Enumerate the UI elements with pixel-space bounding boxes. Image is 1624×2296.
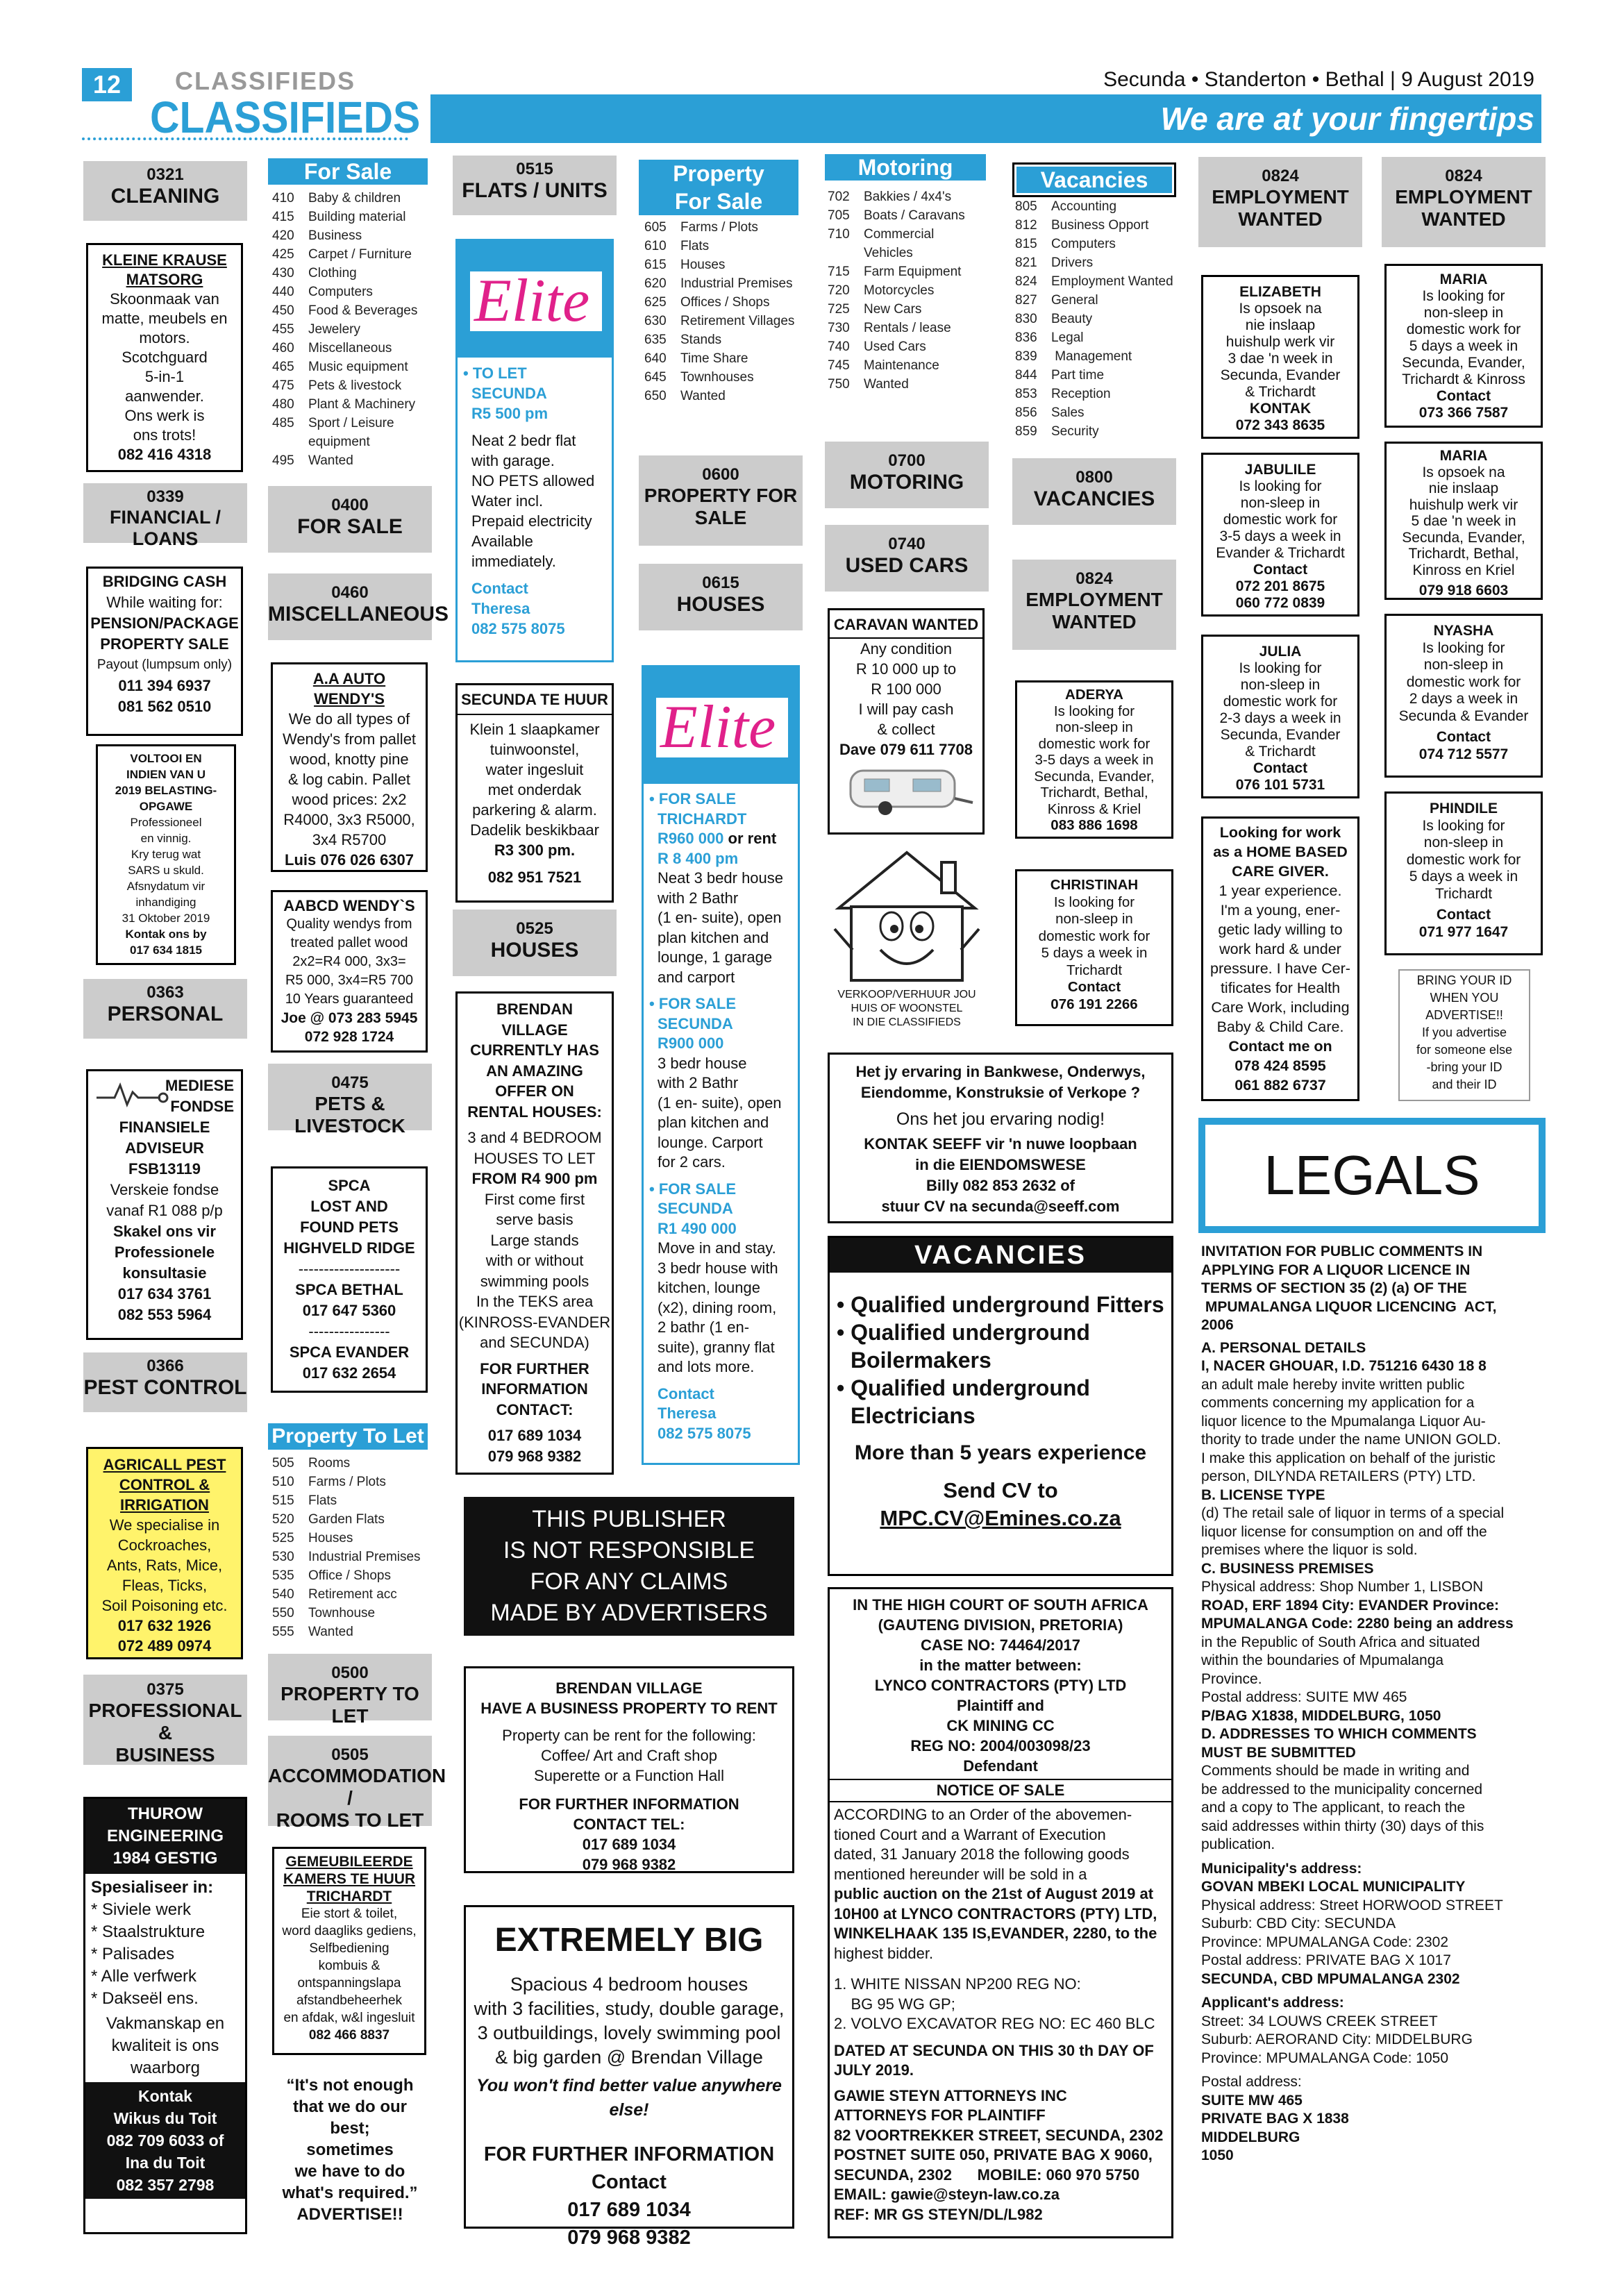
index-code: 520 <box>272 1512 294 1527</box>
ad-gemeubileerde-kamers: GEMEUBILEERDE KAMERS TE HUUR TRICHARDT Eie stort & toilet, word daagliks gediens, Selfbediening kombuis & ontspanningslapa afstandbeheerhek en afdak, w&l ingesluit 082 466 8837 <box>272 1847 426 2055</box>
index-code: 510 <box>272 1475 294 1489</box>
section-label-small: CLASSIFIEDS <box>175 67 356 95</box>
index-label: General <box>1051 293 1098 308</box>
index-row <box>828 281 989 300</box>
index-code: 555 <box>272 1625 294 1639</box>
index-code: 750 <box>828 377 850 392</box>
index-code: 420 <box>272 228 294 243</box>
index-row <box>272 1510 432 1529</box>
ad-voltooi: VOLTOOI EN INDIEN VAN U 2019 BELASTING- OPGAWE Professioneel en vinnig. Kry terug wat SARS u skuld. Afsnydatum vir inhandiging 31 Oktober 2019 Kontak ons by 017 634 1815 <box>96 744 236 965</box>
index-row <box>828 244 989 262</box>
ad-kleine-krause: KLEINE KRAUSE MATSORG Skoonmaak van matte, meubels en motors. Scotchguard 5-in-1 aanwender. Ons werk is ons trots! 082 416 4318 <box>86 243 243 472</box>
index-label: Legal <box>1051 330 1084 345</box>
edition-line: Secunda • Standerton • Bethal | 9 August 2019 <box>444 68 1534 98</box>
ad-secunda-te-huur: SECUNDA TE HUUR Klein 1 slaapkamer tuinwoonstel, water ingesluit met onderdak parkering & alarm. Dadelik beskikbaar R3 300 pm. 082 951 7521 <box>455 683 614 903</box>
propsale-header: Property For Sale <box>639 160 798 215</box>
index-code: 745 <box>828 358 850 373</box>
ad-care-giver: Looking for work as a HOME BASED CARE GIVER. 1 year experience. I'm a young, ener- getic lady willing to work hard & under pressure. I have Cer- tificates for Health Care Work, including Baby & Child Care. Contact me on 078 424 8595 061 882 6737 <box>1201 816 1359 1101</box>
index-label: Beauty <box>1051 312 1093 326</box>
house-mascot-icon <box>825 846 989 984</box>
index-code: 836 <box>1015 330 1037 345</box>
index-code: 827 <box>1015 293 1037 308</box>
index-label: Houses <box>308 1531 353 1545</box>
category-0600: 0600 PROPERTY FOR SALE <box>639 455 803 546</box>
ad-elizabeth: ELIZABETH Is opsoek na nie inslaap huishulp werk vir 3 dae 'n week in Secunda, Evander & Trichardt KONTAK 072 343 8635 <box>1201 275 1359 439</box>
index-label: Farms / Plots <box>308 1475 386 1489</box>
index-code: 625 <box>644 295 667 310</box>
category-0515: 0515 FLATS / UNITS <box>453 156 617 215</box>
index-code: 415 <box>272 210 294 224</box>
index-label: Wanted <box>308 453 353 468</box>
index-code: 425 <box>272 247 294 262</box>
index-code: 821 <box>1015 255 1037 270</box>
index-label: Wanted <box>864 377 909 392</box>
index-code: 859 <box>1015 424 1037 439</box>
section-title: CLASSIFIEDS <box>150 92 421 142</box>
ad-nyasha: NYASHA Is looking for non-sleep in domestic work for 2 days a week in Secunda & Evander Contact 074 712 5577 <box>1384 614 1543 778</box>
ad-vacancies-underground: VACANCIES • Qualified underground Fitters • Qualified underground Boilermakers • Qualified underground Electricians More than 5 years experience Send CV to MPC.CV@Emines.co.za <box>828 1236 1173 1576</box>
index-row <box>272 189 432 208</box>
ad-christinah: CHRISTINAH Is looking for non-sleep in domestic work for 5 days a week in Trichardt Contact 076 191 2266 <box>1015 869 1173 1026</box>
index-row <box>272 414 432 433</box>
index-label: Jewelery <box>308 322 360 337</box>
ad-thurow-engineering: THUROW ENGINEERING 1984 GESTIG Spesialiseer in: * Siviele werk * Staalstrukture * Palisades * Alle verfwerk * Dakseël ens. Vakmanskap en kwaliteit is ons waarborg Kontak Wikus du Toit 082 709 6033 of Ina du Toit 082 357 2798 <box>83 1797 247 2234</box>
vacancies-email-link[interactable]: MPC.CV@Emines.co.za <box>880 1506 1121 1530</box>
index-code: 540 <box>272 1587 294 1602</box>
index-row <box>272 1623 432 1641</box>
index-row <box>1015 347 1179 366</box>
index-code: 844 <box>1015 368 1037 383</box>
index-code: 495 <box>272 453 294 468</box>
index-row <box>272 283 432 301</box>
index-row <box>272 320 432 339</box>
index-code: 645 <box>644 370 667 385</box>
index-code: 550 <box>272 1606 294 1620</box>
index-row <box>828 225 989 244</box>
ad-agricall-pest: AGRICALL PEST CONTROL & IRRIGATION We specialise in Cockroaches, Ants, Rats, Mice, Fleas, Ticks, Soil Poisoning etc. 017 632 1926 072 489 0974 <box>86 1447 243 1659</box>
index-code: 853 <box>1015 387 1037 401</box>
index-row <box>828 300 989 319</box>
category-0824-b: 0824 EMPLOYMENT WANTED <box>1198 157 1362 247</box>
ad-maria-2: MARIA Is opsoek na nie inslaap huishulp werk vir 5 dae 'n week in Secunda, Evander, Trichardt, Bethal, Kinross en Kriel 079 918 6603 <box>1384 442 1543 600</box>
index-label: Business <box>308 228 362 243</box>
index-label: Offices / Shops <box>680 295 770 310</box>
motoring-header: Motoring <box>825 154 986 181</box>
category-0505: 0505 ACCOMMODATION / ROOMS TO LET <box>268 1736 432 1826</box>
index-row <box>644 312 804 330</box>
index-row <box>272 1454 432 1473</box>
category-title: CLEANING <box>110 185 220 208</box>
index-code: 430 <box>272 266 294 280</box>
ad-caravan-wanted: CARAVAN WANTED Any condition R 10 000 up to R 100 000 I will pay cash & collect Dave 079 611 7708 <box>828 608 985 835</box>
index-code: 702 <box>828 190 850 204</box>
index-code: 460 <box>272 341 294 355</box>
index-label: Townhouses <box>680 370 754 385</box>
index-label: Used Cars <box>864 340 926 354</box>
index-label: Flats <box>680 239 710 253</box>
index-code: 650 <box>644 389 667 403</box>
category-0460: 0460 MISCELLANEOUS <box>268 573 432 640</box>
ad-jabulile: JABULILE Is looking for non-sleep in domestic work for 3-5 days a week in Evander & Trichardt Contact 072 201 8675 060 772 0839 <box>1201 453 1359 617</box>
ad-aderya: ADERYA Is looking for non-sleep in domestic work for 3-5 days a week in Secunda, Evander, Trichardt, Bethal, Kinross & Kriel 083 886 1698 <box>1015 680 1173 839</box>
vacancies-header: Vacancies <box>1016 167 1172 193</box>
index-label: Industrial Premises <box>308 1550 421 1564</box>
index-row <box>644 349 804 368</box>
index-code: 515 <box>272 1493 294 1508</box>
index-code: 630 <box>644 314 667 328</box>
index-row <box>1015 197 1179 216</box>
index-row <box>1015 272 1179 291</box>
vacancies-index <box>1015 197 1179 441</box>
index-row <box>1015 422 1179 441</box>
index-code: 640 <box>644 351 667 366</box>
forsale-index <box>272 189 432 470</box>
index-code: 635 <box>644 333 667 347</box>
index-row <box>1015 291 1179 310</box>
index-label: Baby & children <box>308 191 401 206</box>
index-label: Management <box>1051 349 1132 364</box>
index-label: Retirement Villages <box>680 314 795 328</box>
ad-julia: JULIA Is looking for non-sleep in domestic work for 2-3 days a week in Secunda, Evander & Trichardt Contact 076 101 5731 <box>1201 635 1359 798</box>
index-label: Part time <box>1051 368 1105 383</box>
ad-high-court-notice: IN THE HIGH COURT OF SOUTH AFRICA (GAUTENG DIVISION, PRETORIA) CASE NO: 74464/2017 in the matter between: LYNCO CONTRACTORS (PTY) LTD Plaintiff and CK MINING CC REG NO: 2004/003098/23 Defendant NOTICE OF SALE ACCORDING to an Order of the abovemen- tioned Court and a Warrant of Execution dated, 31 January 2018 the following goods mentioned hereunder will be sold in a public auction on the 21st of August 2019 at 10H00 at LYNCO CONTRACTORS (PTY) LTD, WINKELHAAK 135 IS,EVANDER, 2280, to the highest bidder. 1. WHITE NISSAN NP200 REG NO: BG 95 WG GP; 2. VOLVO EXCAVATOR REG NO: EC 460 BLC DATED AT SECUNDA ON THIS 30 th DAY OF JULY 2019. GAWIE STEYN ATTORNEYS INC ATTORNEYS FOR PLAINTIFF 82 VOORTREKKER STREET, SECUNDA, 2302 POSTNET SUITE 050, PRIVATE BAG X 9060, SECUNDA, 2302 MOBILE: 060 970 5750 EMAIL: gawie@steyn-law.co.za REF: MR GS STEYN/DL/L982 <box>828 1587 1173 2238</box>
index-label: Flats <box>308 1493 337 1508</box>
index-code: 620 <box>644 276 667 291</box>
index-code: 839 <box>1015 349 1037 364</box>
proptolet-header: Property To Let <box>268 1423 428 1450</box>
index-row <box>644 218 804 237</box>
index-row <box>272 451 432 470</box>
index-label: Accounting <box>1051 199 1117 214</box>
index-label: Office / Shops <box>308 1568 391 1583</box>
index-row <box>1015 310 1179 328</box>
index-code: 830 <box>1015 312 1037 326</box>
ad-brendan-business: BRENDAN VILLAGE HAVE A BUSINESS PROPERTY TO RENT Property can be rent for the following: Coffee/ Art and Craft shop Superette or a Function Hall FOR FURTHER INFORMATION CONTACT TEL: 017 689 1034 079 968 9382 <box>464 1666 794 1873</box>
index-code: 725 <box>828 302 850 317</box>
index-label: Bakkies / 4x4's <box>864 190 952 204</box>
index-label: Food & Beverages <box>308 303 418 318</box>
index-code: 535 <box>272 1568 294 1583</box>
index-row <box>272 1491 432 1510</box>
vacancies-banner: VACANCIES <box>830 1238 1171 1273</box>
index-row <box>272 208 432 226</box>
proptolet-index <box>272 1454 432 1641</box>
caravan-icon <box>837 764 976 819</box>
index-code: 615 <box>644 258 667 272</box>
index-row <box>272 226 432 245</box>
ad-brendan-village: BRENDAN VILLAGE CURRENTLY HAS AN AMAZING OFFER ON RENTAL HOUSES: 3 and 4 BEDROOM HOUSES TO LET FROM R4 900 pm First come first serve basis Large stands with or without swimming pools In the TEKS area (KINROSS-EVANDER and SECUNDA) FOR FURTHER INFORMATION CONTACT: 017 689 1034 079 968 9382 <box>455 991 614 1475</box>
index-label: Miscellaneous <box>308 341 392 355</box>
index-row <box>1015 253 1179 272</box>
index-row <box>272 433 432 451</box>
index-label: Time Share <box>680 351 748 366</box>
index-code: 480 <box>272 397 294 412</box>
category-0500: 0500 PROPERTY TO LET <box>268 1654 432 1720</box>
page-number: 12 <box>82 68 132 101</box>
category-0824-c: 0824 EMPLOYMENT WANTED <box>1382 157 1546 247</box>
ad-bridging-cash: BRIDGING CASH While waiting for: PENSION/PACKAGE PROPERTY SALE Payout (lumpsum only) 011 394 6937 081 562 0510 <box>86 567 243 736</box>
ad-mediese-fondse: MEDIESE FONDSE FINANSIELE ADVISEUR FSB13119 Verskeie fondse vanaf R1 088 p/p Skakel ons vir Professionele konsultasie 017 634 3761 082 553 5964 <box>86 1069 243 1340</box>
category-0400: 0400 FOR SALE <box>268 486 432 553</box>
index-label: Vehicles <box>864 246 913 260</box>
category-0363: 0363 PERSONAL <box>83 979 247 1039</box>
category-0800: 0800 VACANCIES <box>1012 458 1176 525</box>
forsale-header: For Sale <box>268 158 428 185</box>
category-0475: 0475 PETS & LIVESTOCK <box>268 1064 432 1130</box>
publisher-disclaimer: THIS PUBLISHER IS NOT RESPONSIBLE FOR ANY CLAIMS MADE BY ADVERTISERS <box>464 1497 794 1636</box>
index-label: Retirement acc <box>308 1587 397 1602</box>
ad-extremely-big: EXTREMELY BIG Spacious 4 bedroom houses with 3 facilities, study, double garage, 3 outbuildings, lovely swimming pool & big garden @ Brendan Village You won't find better value anywhere else! FOR FURTHER INFORMATION Contact 017 689 1034 079 968 9382 <box>464 1905 794 2229</box>
index-code: 856 <box>1015 405 1037 420</box>
slogan-band: We are at your fingertips <box>430 94 1541 143</box>
index-row <box>272 339 432 358</box>
index-code: 720 <box>828 283 850 298</box>
index-label: Music equipment <box>308 360 408 374</box>
index-code: 605 <box>644 220 667 235</box>
index-label: Sales <box>1051 405 1085 420</box>
category-0525: 0525 HOUSES <box>453 910 617 976</box>
index-label: Computers <box>1051 237 1116 251</box>
index-label: Commercial <box>864 227 935 242</box>
index-row <box>1015 328 1179 347</box>
header-dotted-rule <box>82 137 408 140</box>
propsale-index <box>644 218 804 405</box>
index-row <box>272 1548 432 1566</box>
index-row <box>828 206 989 225</box>
index-label: Stands <box>680 333 722 347</box>
index-row <box>828 356 989 375</box>
index-label: Building material <box>308 210 406 224</box>
index-label: Drivers <box>1051 255 1094 270</box>
index-row <box>828 262 989 281</box>
index-row <box>644 387 804 405</box>
index-label: Pets & livestock <box>308 378 402 393</box>
ad-elite-to-let: Elite • TO LET SECUNDA R5 500 pm Neat 2 bedr flat with garage. NO PETS allowed Water incl. Prepaid electricity Available immediately. Contact Theresa 082 575 8075 <box>455 239 614 662</box>
index-label: Clothing <box>308 266 357 280</box>
index-label: Farms / Plots <box>680 220 758 235</box>
index-row <box>272 264 432 283</box>
index-label: Security <box>1051 424 1099 439</box>
index-row <box>272 1473 432 1491</box>
index-label: New Cars <box>864 302 922 317</box>
index-row <box>828 375 989 394</box>
index-code: 824 <box>1015 274 1037 289</box>
index-row <box>272 1604 432 1623</box>
index-row <box>272 395 432 414</box>
ad-aabcd-wendys: AABCD WENDY`S Quality wendys from treated pallet wood 2x2=R4 000, 3x3= R5 000, 3x4=R5 700 10 Years guaranteed Joe @ 073 283 5945 072 928 1724 <box>271 890 428 1053</box>
index-row <box>644 293 804 312</box>
elite-logo-band <box>458 241 612 358</box>
category-0366: 0366 PEST CONTROL <box>83 1352 247 1412</box>
index-label: Business Opport <box>1051 218 1149 233</box>
index-code: 812 <box>1015 218 1037 233</box>
index-code: 730 <box>828 321 850 335</box>
index-label: Plant & Machinery <box>308 397 416 412</box>
elite-logo: Elite <box>474 267 590 335</box>
index-code: 715 <box>828 265 850 279</box>
index-row <box>828 337 989 356</box>
index-label: Garden Flats <box>308 1512 385 1527</box>
index-row <box>644 255 804 274</box>
ad-seeff: Het jy ervaring in Bankwese, Onderwys, Eiendomme, Konstruksie of Verkope ? Ons het jou ervaring nodig! KONTAK SEEFF vir 'n nuwe loopbaan in die EIENDOMSWESE Billy 082 853 2632 of stuur CV na secunda@seeff.com <box>828 1053 1173 1223</box>
index-row <box>1015 216 1179 235</box>
ad-spca: SPCA LOST AND FOUND PETS HIGHVELD RIDGE -------------------- SPCA BETHAL 017 647 5360 ---------------- SPCA EVANDER 017 632 2654 <box>271 1166 428 1393</box>
index-row <box>272 376 432 395</box>
index-row <box>1015 366 1179 385</box>
index-row <box>644 368 804 387</box>
index-label: Industrial Premises <box>680 276 793 291</box>
index-label: equipment <box>308 435 370 449</box>
index-code: 410 <box>272 191 294 206</box>
legals-title: LEGALS <box>1205 1125 1539 1226</box>
index-row <box>272 1585 432 1604</box>
index-label: Reception <box>1051 387 1111 401</box>
index-row <box>1015 385 1179 403</box>
index-label: Wanted <box>680 389 726 403</box>
index-label: Wanted <box>308 1625 353 1639</box>
index-label: Motorcycles <box>864 283 935 298</box>
thurow-contact: Kontak Wikus du Toit 082 709 6033 of Ina du Toit 082 357 2798 <box>85 2082 245 2199</box>
index-row <box>828 319 989 337</box>
index-code: 485 <box>272 416 294 430</box>
index-row <box>828 187 989 206</box>
category-number: 0321 <box>147 165 184 184</box>
motoring-index <box>828 187 989 394</box>
index-label: Maintenance <box>864 358 939 373</box>
index-code: 740 <box>828 340 850 354</box>
elite-logo: Elite <box>660 694 776 761</box>
stethoscope-icon <box>94 1077 170 1107</box>
index-code: 610 <box>644 239 667 253</box>
index-label: Boats / Caravans <box>864 208 965 223</box>
category-0615: 0615 HOUSES <box>639 564 803 630</box>
index-code: 705 <box>828 208 850 223</box>
index-code: 450 <box>272 303 294 318</box>
index-label: Carpet / Furniture <box>308 247 412 262</box>
index-row <box>272 1566 432 1585</box>
index-row <box>644 274 804 293</box>
category-0740: 0740 USED CARS <box>825 525 989 592</box>
index-row <box>1015 235 1179 253</box>
index-label: Computers <box>308 285 373 299</box>
index-code: 455 <box>272 322 294 337</box>
index-label: Employment Wanted <box>1051 274 1173 289</box>
category-0339: 0339 FINANCIAL / LOANS <box>83 483 247 543</box>
ad-phindile: PHINDILE Is looking for non-sleep in domestic work for 5 days a week in Trichardt Contact 071 977 1647 <box>1384 791 1543 955</box>
index-label: Farm Equipment <box>864 265 962 279</box>
index-label: Rooms <box>308 1456 351 1470</box>
quote-advertise: “It's not enough that we do our best; sometimes we have to do what's required.” ADVERTISE!! <box>282 2076 418 2224</box>
category-0375: 0375 PROFESSIONAL & BUSINESS <box>83 1675 247 1765</box>
index-row <box>644 330 804 349</box>
index-row <box>272 245 432 264</box>
ad-liquor-licence-notice: INVITATION FOR PUBLIC COMMENTS IN APPLYING FOR A LIQUOR LICENCE IN TERMS OF SECTION 35 (2) (a) OF THE MPUMALANGA LIQUOR LICENCING ACT, 2006 A. PERSONAL DETAILS I, NACER GHOUAR, I.D. 751216 6430 18 8 an adult male hereby invite written public comments concerning my application for a liquor licence to the Mpumalanga Liquor Au- thority to trade under the name UNION GOLD. I make this application on behalf of the juristic person, DILYNDA RETAILERS (PTY) LTD. B. LICENSE TYPE (d) The retail sale of liquor in terms of a special liquor license for consumption on and off the premises where the liquor is sold. C. BUSINESS PREMISES Physical address: Shop Number 1, LISBON ROAD, ERF 1894 City: EVANDER Province: MPUMALANGA Code: 2280 being an address in the Republic of South Africa and situated within the boundaries of Mpumalanga Province. Postal address: SUITE MW 465 P/BAG X1838, MIDDELBURG, 1050 D. ADDRESSES TO WHICH COMMENTS MUST BE SUBMITTED Comments should be made in writing and be addressed to the municipality concerned and a copy to The applicant, to reach the said addresses within thirty (30) days of this publication. Municipality's address: GOVAN MBEKI LOCAL MUNICIPALITY Physical address: Street HORWOOD STREET Suburb: CBD City: SECUNDA Province: MPUMALANGA Code: 2302 Postal address: PRIVATE BAG X 1017 SECUNDA, CBD MPUMALANGA 2302 Applicant's address: Street: 34 LOUWS CREEK STREET Suburb: AERORAND City: MIDDELBURG Province: MPUMALANGA Code: 1050 Postal address: SUITE MW 465 PRIVATE BAG X 1838 MIDDELBURG 1050 <box>1201 1243 1514 2163</box>
index-label: Houses <box>680 258 726 272</box>
thurow-header: THUROW ENGINEERING 1984 GESTIG <box>85 1799 245 1874</box>
category-0824-a: 0824 EMPLOYMENT WANTED <box>1012 560 1176 650</box>
ad-aa-auto-wendys: A.A AUTO WENDY'S We do all types of Wendy's from pallet wood, knotty pine & log cabin. Pallet wood prices: 2x2 R4000, 3x3 R5000, 3x4 R5700 Luis 076 026 6307 <box>271 662 428 872</box>
index-code: 530 <box>272 1550 294 1564</box>
index-code: 465 <box>272 360 294 374</box>
index-code: 475 <box>272 378 294 393</box>
index-row <box>272 301 432 320</box>
notice-bring-id: BRING YOUR ID WHEN YOU ADVERTISE!! If you advertise for someone else -bring your ID and their ID <box>1398 969 1530 1101</box>
index-code: 815 <box>1015 237 1037 251</box>
index-label: Rentals / lease <box>864 321 951 335</box>
index-code: 710 <box>828 227 850 242</box>
category-0700: 0700 MOTORING <box>825 442 989 508</box>
index-row <box>644 237 804 255</box>
index-label: Townhouse <box>308 1606 376 1620</box>
legals-banner <box>1198 1118 1546 1233</box>
index-code: 805 <box>1015 199 1037 214</box>
index-code: 440 <box>272 285 294 299</box>
index-row <box>272 358 432 376</box>
ad-maria-1: MARIA Is looking for non-sleep in domestic work for 5 days a week in Secunda, Evander, Trichardt & Kinross Contact 073 366 7587 <box>1384 264 1543 428</box>
index-row <box>1015 403 1179 422</box>
index-code: 505 <box>272 1456 294 1470</box>
ad-elite-for-sale: Elite • FOR SALE TRICHARDT R960 000 or rent R 8 400 pm Neat 3 bedr house with 2 Bathr (1 en- suite), open plan kitchen and lounge, 1 garage and carport • FOR SALE SECUNDA R900 000 3 bedr house with 2 Bathr (1 en- suite), open plan kitchen and lounge. Carport for 2 cars. • FOR SALE SECUNDA R1 490 000 Move in and stay. 3 bedr house with kitchen, lounge (x2), dining room, 2 bathr (1 en- suite), granny flat and lots more. Contact Theresa 082 575 8075 <box>642 665 800 1465</box>
elite-logo-band-2 <box>644 667 798 784</box>
index-row <box>272 1529 432 1548</box>
house-mascot: VERKOOP/VERHUUR JOU HUIS OF WOONSTEL IN DIE CLASSIFIEDS <box>825 846 989 1026</box>
category-0321 <box>83 161 247 221</box>
index-code: 525 <box>272 1531 294 1545</box>
index-label: Sport / Leisure <box>308 416 394 430</box>
